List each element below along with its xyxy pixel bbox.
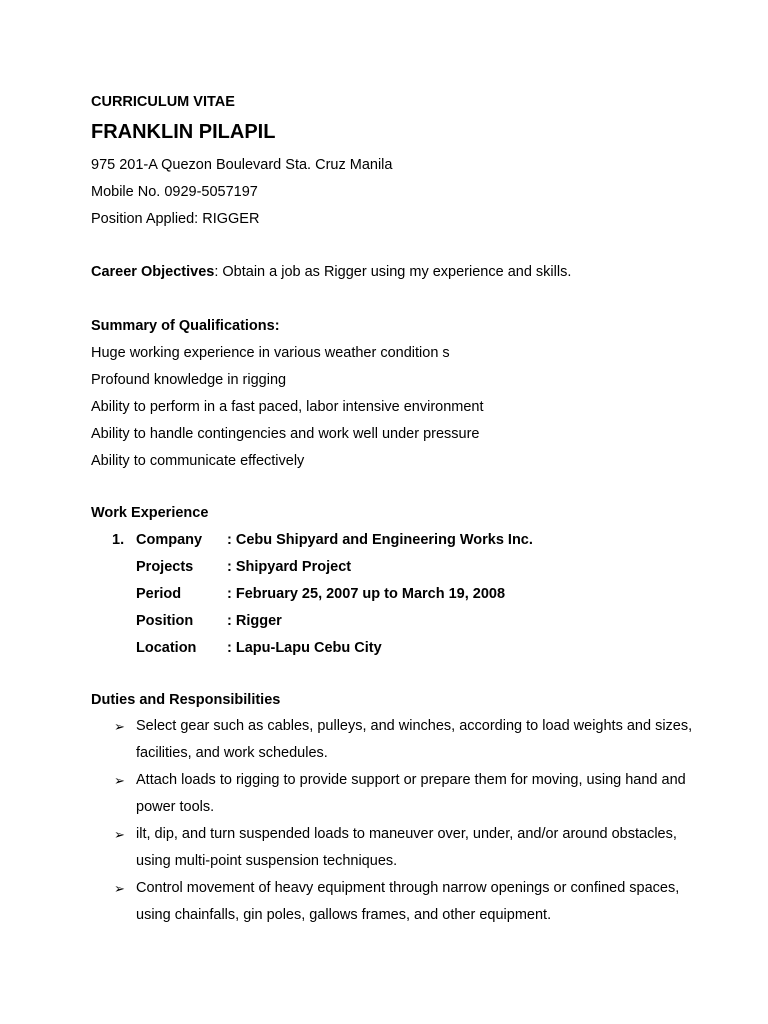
position-applied-line: Position Applied: RIGGER — [91, 211, 260, 227]
work-value: : Lapu-Lapu Cebu City — [227, 640, 382, 656]
career-objectives — [91, 263, 571, 281]
mobile-line: Mobile No. 0929-5057197 — [91, 184, 258, 200]
work-experience-heading: Work Experience — [91, 505, 209, 521]
career-objectives-label: Career Objectives — [91, 264, 215, 280]
work-label: Location — [136, 640, 197, 656]
work-label: Company — [136, 532, 203, 548]
duty-item: ilt, dip, and turn suspended loads to maneuver over, under, and/or around obstacles, using multi-point suspension techniques. — [136, 826, 677, 869]
address-line: 975 201-A Quezon Boulevard Sta. Cruz Manila — [91, 157, 393, 173]
qualification-item: Ability to perform in a fast paced, labor intensive environment — [91, 399, 484, 415]
qualification-item: Huge working experience in various weather condition s — [91, 345, 450, 361]
doc-title: CURRICULUM VITAE — [91, 94, 235, 110]
work-label: Projects — [136, 559, 194, 575]
duties-heading: Duties and Responsibilities — [91, 692, 281, 708]
work-label: Period — [136, 586, 182, 602]
qualification-item: Ability to handle contingencies and work well under pressure — [91, 426, 480, 442]
arrowhead-bullet-icon: ➢ — [114, 773, 125, 788]
work-value: : February 25, 2007 up to March 19, 2008 — [227, 586, 506, 602]
duty-item: Select gear such as cables, pulleys, and winches, according to load weights and sizes, facilities, and work schedules. — [136, 718, 693, 761]
qualifications-heading: Summary of Qualifications: — [91, 318, 280, 334]
qualification-item: Ability to communicate effectively — [91, 453, 305, 469]
qualification-item: Profound knowledge in rigging — [91, 372, 287, 388]
applicant-name: FRANKLIN PILAPIL — [91, 121, 276, 143]
work-label: Position — [136, 613, 194, 629]
arrowhead-bullet-icon: ➢ — [114, 719, 125, 734]
work-value: : Shipyard Project — [227, 559, 352, 575]
work-value: : Rigger — [227, 613, 282, 629]
career-objectives-text: : Obtain a job as Rigger using my experience and skills. — [214, 264, 572, 280]
work-entry-number: 1. — [112, 532, 125, 548]
arrowhead-bullet-icon: ➢ — [114, 881, 125, 896]
duty-item: Attach loads to rigging to provide support or prepare them for moving, using hand and power tools. — [136, 772, 686, 815]
arrowhead-bullet-icon: ➢ — [114, 827, 125, 842]
work-value: : Cebu Shipyard and Engineering Works Inc. — [227, 532, 533, 548]
duty-item: Control movement of heavy equipment through narrow openings or confined spaces, using chainfalls, gin poles, gallows frames, and other equipment. — [136, 880, 680, 923]
